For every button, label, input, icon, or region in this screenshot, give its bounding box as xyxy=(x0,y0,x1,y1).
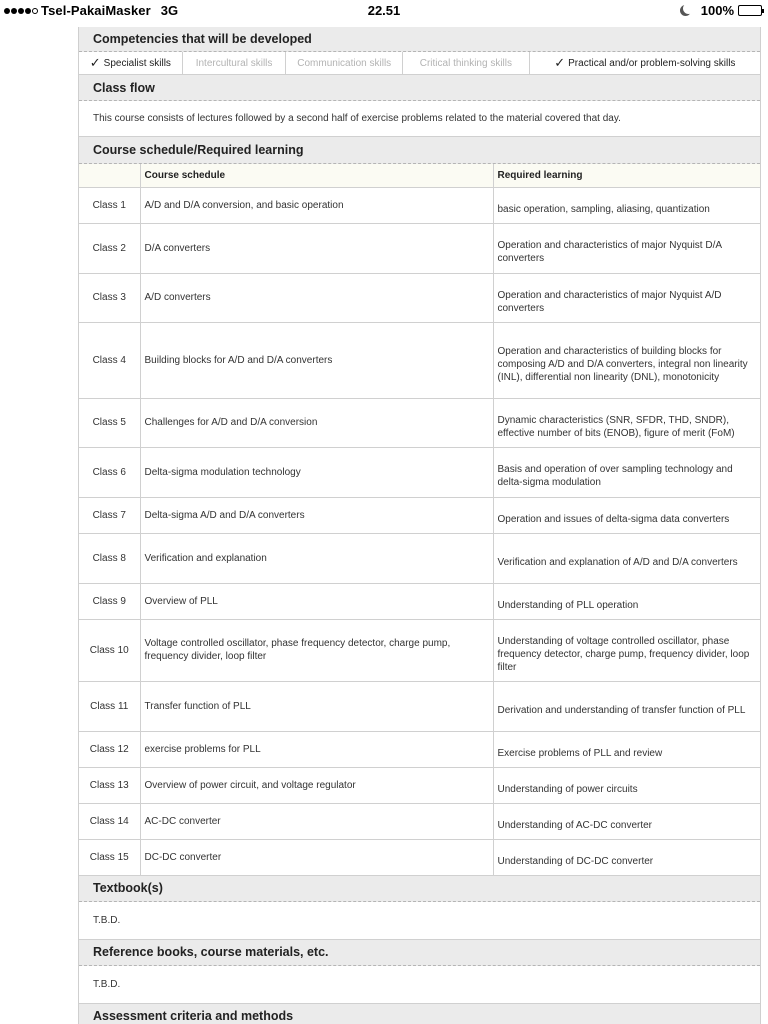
class-flow-heading: Class flow xyxy=(79,75,760,101)
class-flow-text: This course consists of lectures followed by a second half of exercise problems related to the material covered that day. xyxy=(79,101,760,137)
required-text: Understanding of AC-DC converter xyxy=(497,819,653,831)
required-text: Operation and characteristics of major Nyquist D/A converters xyxy=(497,240,722,264)
competencies-heading: Competencies that will be developed xyxy=(79,27,760,52)
class-schedule: Delta-sigma A/D and D/A converters xyxy=(140,497,493,533)
table-row xyxy=(79,273,761,322)
skill-label: Communication skills xyxy=(297,57,392,69)
schedule-header-row xyxy=(79,164,761,187)
table-row xyxy=(79,497,761,533)
table-row xyxy=(79,398,761,447)
class-required xyxy=(493,619,761,681)
class-number: Class 8 xyxy=(79,533,140,583)
schedule-header-required: Required learning xyxy=(493,164,761,187)
table-row xyxy=(79,839,761,875)
class-required xyxy=(493,497,761,533)
class-required xyxy=(493,583,761,619)
skill-label: Specialist skills xyxy=(103,57,171,69)
skill-practical xyxy=(530,52,760,74)
class-required xyxy=(493,273,761,322)
status-bar xyxy=(0,0,768,22)
schedule-header-course: Course schedule xyxy=(140,164,493,187)
class-required xyxy=(493,767,761,803)
skill-label: Critical thinking skills xyxy=(419,57,512,69)
required-text: Exercise problems of PLL and review xyxy=(497,747,663,759)
class-schedule: Challenges for A/D and D/A conversion xyxy=(140,398,493,447)
class-number: Class 2 xyxy=(79,223,140,273)
schedule-table xyxy=(79,164,761,876)
battery-percent: 100% xyxy=(700,3,734,18)
schedule-heading: Course schedule/Required learning xyxy=(79,137,760,164)
class-number: Class 10 xyxy=(79,619,140,681)
syllabus-content xyxy=(78,27,761,1024)
class-required xyxy=(493,803,761,839)
required-text: Operation and issues of delta-sigma data converters xyxy=(497,513,730,525)
class-number: Class 1 xyxy=(79,187,140,223)
references-text: T.B.D. xyxy=(79,966,760,1004)
schedule-header-class xyxy=(79,164,140,187)
required-text: basic operation, sampling, aliasing, quantization xyxy=(497,203,710,215)
class-schedule: Building blocks for A/D and D/A converters xyxy=(140,322,493,398)
check-icon: ✓ xyxy=(89,55,101,70)
skill-label: Intercultural skills xyxy=(195,57,273,69)
class-required xyxy=(493,533,761,583)
battery-icon xyxy=(738,5,762,16)
carrier-name: Tsel-PakaiMasker xyxy=(41,3,151,18)
class-number: Class 14 xyxy=(79,803,140,839)
class-schedule: Voltage controlled oscillator, phase frequency detector, charge pump, frequency divider, loop filter xyxy=(140,619,493,681)
table-row xyxy=(79,533,761,583)
assessment-heading: Assessment criteria and methods xyxy=(79,1004,760,1024)
table-row xyxy=(79,187,761,223)
status-time: 22.51 xyxy=(367,3,401,18)
class-number: Class 3 xyxy=(79,273,140,322)
class-schedule: A/D and D/A conversion, and basic operation xyxy=(140,187,493,223)
class-required xyxy=(493,398,761,447)
check-icon: ✓ xyxy=(554,55,566,70)
required-text: Understanding of voltage controlled oscillator, phase frequency detector, charge pump, frequency divider, loop filter xyxy=(497,635,750,673)
class-required xyxy=(493,322,761,398)
skill-communication xyxy=(286,52,403,74)
class-required xyxy=(493,681,761,731)
class-number: Class 11 xyxy=(79,681,140,731)
class-schedule: Overview of PLL xyxy=(140,583,493,619)
class-schedule: Transfer function of PLL xyxy=(140,681,493,731)
class-number: Class 6 xyxy=(79,447,140,497)
class-number: Class 12 xyxy=(79,731,140,767)
required-text: Dynamic characteristics (SNR, SFDR, THD, SNDR), effective number of bits (ENOB), figure of merit (FoM) xyxy=(497,414,735,439)
status-right xyxy=(680,3,762,18)
class-schedule: A/D converters xyxy=(140,273,493,322)
required-text: Understanding of PLL operation xyxy=(497,599,639,611)
textbooks-heading: Textbook(s) xyxy=(79,876,760,902)
moon-icon xyxy=(680,5,691,16)
class-schedule: Verification and explanation xyxy=(140,533,493,583)
table-row xyxy=(79,322,761,398)
skill-intercultural xyxy=(183,52,287,74)
table-row xyxy=(79,767,761,803)
table-row xyxy=(79,681,761,731)
class-required xyxy=(493,223,761,273)
class-required xyxy=(493,839,761,875)
class-schedule: Overview of power circuit, and voltage regulator xyxy=(140,767,493,803)
class-schedule: AC-DC converter xyxy=(140,803,493,839)
class-schedule: Delta-sigma modulation technology xyxy=(140,447,493,497)
skill-specialist xyxy=(79,52,183,74)
class-number: Class 13 xyxy=(79,767,140,803)
skill-critical-thinking xyxy=(403,52,530,74)
required-text: Operation and characteristics of major Nyquist A/D converters xyxy=(497,289,722,314)
class-required xyxy=(493,731,761,767)
required-text: Understanding of power circuits xyxy=(497,783,638,795)
skill-label: Practical and/or problem-solving skills xyxy=(568,57,736,69)
required-text: Operation and characteristics of building blocks for composing A/D and D/A converters, integral non linearity (INL), differential non linearity (DNL), monotonicity xyxy=(497,345,748,383)
class-number: Class 9 xyxy=(79,583,140,619)
competencies-row xyxy=(79,52,760,75)
class-required xyxy=(493,187,761,223)
table-row xyxy=(79,223,761,273)
required-text: Derivation and understanding of transfer function of PLL xyxy=(497,704,746,716)
class-number: Class 5 xyxy=(79,398,140,447)
required-text: Understanding of DC-DC converter xyxy=(497,855,654,867)
class-number: Class 7 xyxy=(79,497,140,533)
class-schedule: exercise problems for PLL xyxy=(140,731,493,767)
class-required xyxy=(493,447,761,497)
textbooks-text: T.B.D. xyxy=(79,902,760,940)
table-row xyxy=(79,619,761,681)
table-row xyxy=(79,583,761,619)
required-text: Verification and explanation of A/D and D/A converters xyxy=(497,556,738,568)
table-row xyxy=(79,447,761,497)
class-number: Class 4 xyxy=(79,322,140,398)
class-schedule: DC-DC converter xyxy=(140,839,493,875)
table-row xyxy=(79,731,761,767)
class-number: Class 15 xyxy=(79,839,140,875)
class-schedule: D/A converters xyxy=(140,223,493,273)
required-text: Basis and operation of over sampling technology and delta-sigma modulation xyxy=(497,464,733,488)
network-type: 3G xyxy=(160,3,179,18)
references-heading: Reference books, course materials, etc. xyxy=(79,940,760,966)
table-row xyxy=(79,803,761,839)
